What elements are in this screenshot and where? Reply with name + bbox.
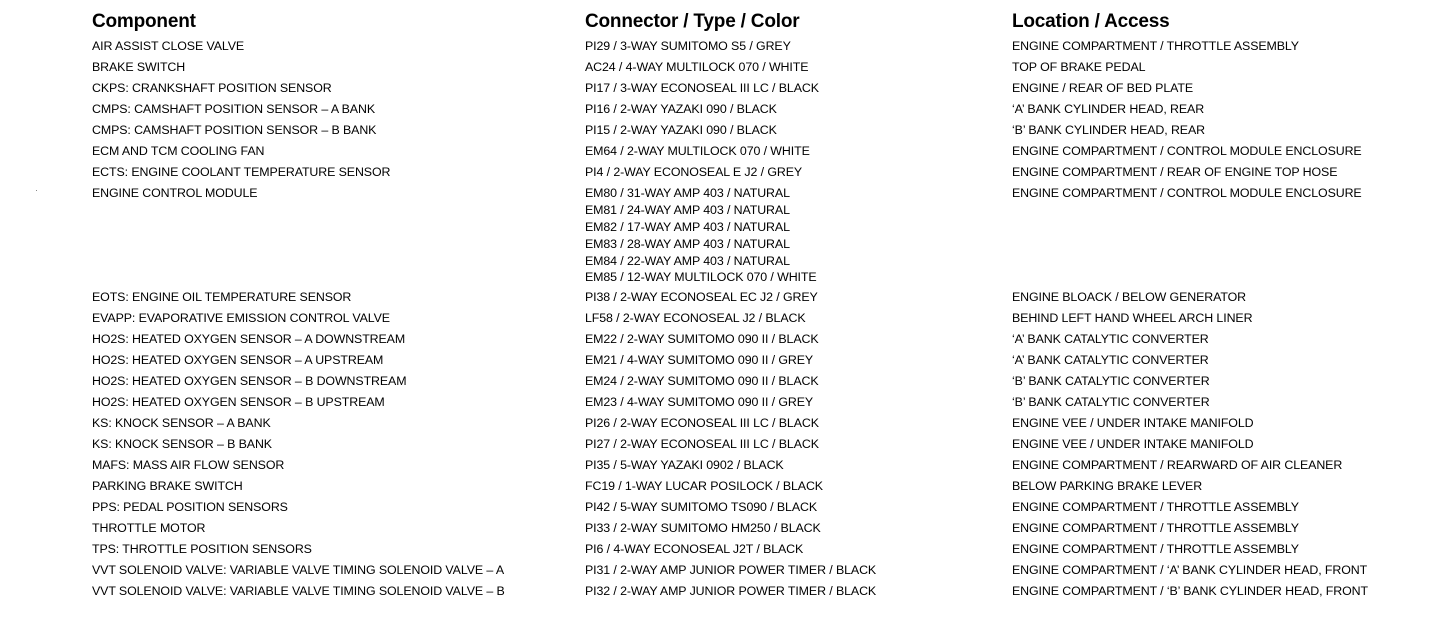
location-cell: ENGINE COMPARTMENT / CONTROL MODULE ENCLOSURE: [1012, 186, 1362, 200]
location-cell: ENGINE COMPARTMENT / THROTTLE ASSEMBLY: [1012, 500, 1299, 514]
scan-speck: [36, 190, 37, 191]
connector-line: LF58 / 2-WAY ECONOSEAL J2 / BLACK: [585, 311, 806, 325]
connector-cell: [585, 373, 1000, 394]
connector-line: PI27 / 2-WAY ECONOSEAL III LC / BLACK: [585, 437, 819, 451]
connector-header: Connector / Type / Color: [585, 11, 800, 32]
connector-cell: [585, 80, 1000, 101]
location-cell: ENGINE COMPARTMENT / ‘A’ BANK CYLINDER HEAD, FRONT: [1012, 563, 1368, 577]
location-column: [1012, 10, 1442, 604]
component-cell: THROTTLE MOTOR: [92, 521, 206, 535]
connector-cell: [585, 289, 1000, 310]
connector-column: [585, 10, 1000, 604]
component-header: Component: [92, 11, 196, 32]
connector-cell: [585, 331, 1000, 352]
connector-cell: [585, 520, 1000, 541]
component-cell: VVT SOLENOID VALVE: VARIABLE VALVE TIMING SOLENOID VALVE – A: [92, 563, 504, 577]
component-cell: PARKING BRAKE SWITCH: [92, 479, 243, 493]
component-cell: ECM AND TCM COOLING FAN: [92, 144, 265, 158]
connector-cell: [585, 122, 1000, 143]
component-cell: BRAKE SWITCH: [92, 60, 186, 74]
connector-line: PI32 / 2-WAY AMP JUNIOR POWER TIMER / BLACK: [585, 584, 877, 598]
component-list: [92, 38, 572, 604]
component-cell: HO2S: HEATED OXYGEN SENSOR – A UPSTREAM: [92, 353, 384, 367]
location-cell: ENGINE COMPARTMENT / REAR OF ENGINE TOP HOSE: [1012, 165, 1338, 179]
component-cell: EOTS: ENGINE OIL TEMPERATURE SENSOR: [92, 290, 352, 304]
location-cell: ENGINE VEE / UNDER INTAKE MANIFOLD: [1012, 416, 1254, 430]
location-cell: ENGINE COMPARTMENT / REARWARD OF AIR CLEANER: [1012, 458, 1343, 472]
connector-cell: [585, 562, 1000, 583]
location-cell: BEHIND LEFT HAND WHEEL ARCH LINER: [1012, 311, 1253, 325]
location-cell: ‘A’ BANK CATALYTIC CONVERTER: [1012, 332, 1209, 346]
connector-cell: [585, 499, 1000, 520]
component-cell: ENGINE CONTROL MODULE: [92, 186, 258, 200]
location-list: [1012, 38, 1442, 604]
connector-line: PI31 / 2-WAY AMP JUNIOR POWER TIMER / BLACK: [585, 563, 877, 577]
component-cell: AIR ASSIST CLOSE VALVE: [92, 39, 245, 53]
connector-cell: [585, 185, 1000, 289]
component-cell: CMPS: CAMSHAFT POSITION SENSOR – B BANK: [92, 123, 377, 137]
connector-cell: [585, 583, 1000, 604]
connector-line: PI4 / 2-WAY ECONOSEAL E J2 / GREY: [585, 165, 803, 179]
connector-line: EM23 / 4-WAY SUMITOMO 090 II / GREY: [585, 395, 814, 409]
connector-line: PI15 / 2-WAY YAZAKI 090 / BLACK: [585, 123, 777, 137]
location-cell: ENGINE COMPARTMENT / CONTROL MODULE ENCLOSURE: [1012, 144, 1362, 158]
component-cell: MAFS: MASS AIR FLOW SENSOR: [92, 458, 285, 472]
location-header: Location / Access: [1012, 11, 1170, 32]
connector-line: PI38 / 2-WAY ECONOSEAL EC J2 / GREY: [585, 290, 818, 304]
connector-line: EM24 / 2-WAY SUMITOMO 090 II / BLACK: [585, 374, 819, 388]
connector-line: PI26 / 2-WAY ECONOSEAL III LC / BLACK: [585, 416, 819, 430]
connector-line: EM81 / 24-WAY AMP 403 / NATURAL: [585, 202, 790, 217]
location-cell: TOP OF BRAKE PEDAL: [1012, 60, 1146, 74]
connector-cell: [585, 415, 1000, 436]
location-cell: ENGINE / REAR OF BED PLATE: [1012, 81, 1194, 95]
connector-line: PI16 / 2-WAY YAZAKI 090 / BLACK: [585, 102, 777, 116]
connector-cell: [585, 352, 1000, 373]
component-cell: ECTS: ENGINE COOLANT TEMPERATURE SENSOR: [92, 165, 391, 179]
connector-line: EM85 / 12-WAY MULTILOCK 070 / WHITE: [585, 270, 817, 285]
location-cell: ‘B’ BANK CYLINDER HEAD, REAR: [1012, 123, 1205, 137]
connector-cell: [585, 38, 1000, 59]
connector-cell: [585, 436, 1000, 457]
component-cell: CMPS: CAMSHAFT POSITION SENSOR – A BANK: [92, 102, 375, 116]
component-cell: EVAPP: EVAPORATIVE EMISSION CONTROL VALVE: [92, 311, 390, 325]
location-cell: ENGINE COMPARTMENT / THROTTLE ASSEMBLY: [1012, 39, 1299, 53]
connector-line: EM80 / 31-WAY AMP 403 / NATURAL: [585, 186, 790, 200]
location-cell: ENGINE BLOACK / BELOW GENERATOR: [1012, 290, 1246, 304]
location-cell: ENGINE COMPARTMENT / ‘B’ BANK CYLINDER HEAD, FRONT: [1012, 584, 1368, 598]
connector-line: PI6 / 4-WAY ECONOSEAL J2T / BLACK: [585, 542, 804, 556]
component-cell: KS: KNOCK SENSOR – B BANK: [92, 437, 272, 451]
connector-cell: [585, 457, 1000, 478]
connector-line: PI29 / 3-WAY SUMITOMO S5 / GREY: [585, 39, 791, 53]
connector-line: PI17 / 3-WAY ECONOSEAL III LC / BLACK: [585, 81, 819, 95]
component-cell: HO2S: HEATED OXYGEN SENSOR – B DOWNSTREAM: [92, 374, 407, 388]
location-cell: ‘B’ BANK CATALYTIC CONVERTER: [1012, 395, 1210, 409]
component-cell: HO2S: HEATED OXYGEN SENSOR – B UPSTREAM: [92, 395, 385, 409]
connector-line: EM83 / 28-WAY AMP 403 / NATURAL: [585, 236, 790, 251]
connector-cell: [585, 164, 1000, 185]
connector-cell: [585, 394, 1000, 415]
connector-line: PI33 / 2-WAY SUMITOMO HM250 / BLACK: [585, 521, 821, 535]
connector-cell: [585, 143, 1000, 164]
component-cell: PPS: PEDAL POSITION SENSORS: [92, 500, 288, 514]
connector-line: AC24 / 4-WAY MULTILOCK 070 / WHITE: [585, 60, 809, 74]
connector-cell: [585, 59, 1000, 80]
connector-line: FC19 / 1-WAY LUCAR POSILOCK / BLACK: [585, 479, 823, 493]
connector-line: EM22 / 2-WAY SUMITOMO 090 II / BLACK: [585, 332, 819, 346]
location-cell: ENGINE VEE / UNDER INTAKE MANIFOLD: [1012, 437, 1254, 451]
location-cell: BELOW PARKING BRAKE LEVER: [1012, 479, 1203, 493]
location-cell: ‘A’ BANK CYLINDER HEAD, REAR: [1012, 102, 1205, 116]
component-cell: KS: KNOCK SENSOR – A BANK: [92, 416, 271, 430]
location-cell: ‘A’ BANK CATALYTIC CONVERTER: [1012, 353, 1209, 367]
connector-line: EM82 / 17-WAY AMP 403 / NATURAL: [585, 219, 790, 234]
location-cell: ENGINE COMPARTMENT / THROTTLE ASSEMBLY: [1012, 542, 1299, 556]
location-cell: ‘B’ BANK CATALYTIC CONVERTER: [1012, 374, 1210, 388]
connector-line: EM64 / 2-WAY MULTILOCK 070 / WHITE: [585, 144, 810, 158]
connector-line: PI42 / 5-WAY SUMITOMO TS090 / BLACK: [585, 500, 817, 514]
connector-list: [585, 38, 1000, 604]
connector-line: EM21 / 4-WAY SUMITOMO 090 II / GREY: [585, 353, 814, 367]
location-cell: ENGINE COMPARTMENT / THROTTLE ASSEMBLY: [1012, 521, 1299, 535]
component-cell: HO2S: HEATED OXYGEN SENSOR – A DOWNSTREAM: [92, 332, 406, 346]
component-cell: CKPS: CRANKSHAFT POSITION SENSOR: [92, 81, 332, 95]
connector-cell: [585, 310, 1000, 331]
connector-line: EM84 / 22-WAY AMP 403 / NATURAL: [585, 253, 790, 268]
component-cell: TPS: THROTTLE POSITION SENSORS: [92, 542, 312, 556]
connector-cell: [585, 478, 1000, 499]
connector-cell: [585, 541, 1000, 562]
connector-line: PI35 / 5-WAY YAZAKI 0902 / BLACK: [585, 458, 784, 472]
connector-cell: [585, 101, 1000, 122]
component-column: [92, 10, 572, 604]
component-cell: VVT SOLENOID VALVE: VARIABLE VALVE TIMING SOLENOID VALVE – B: [92, 584, 505, 598]
